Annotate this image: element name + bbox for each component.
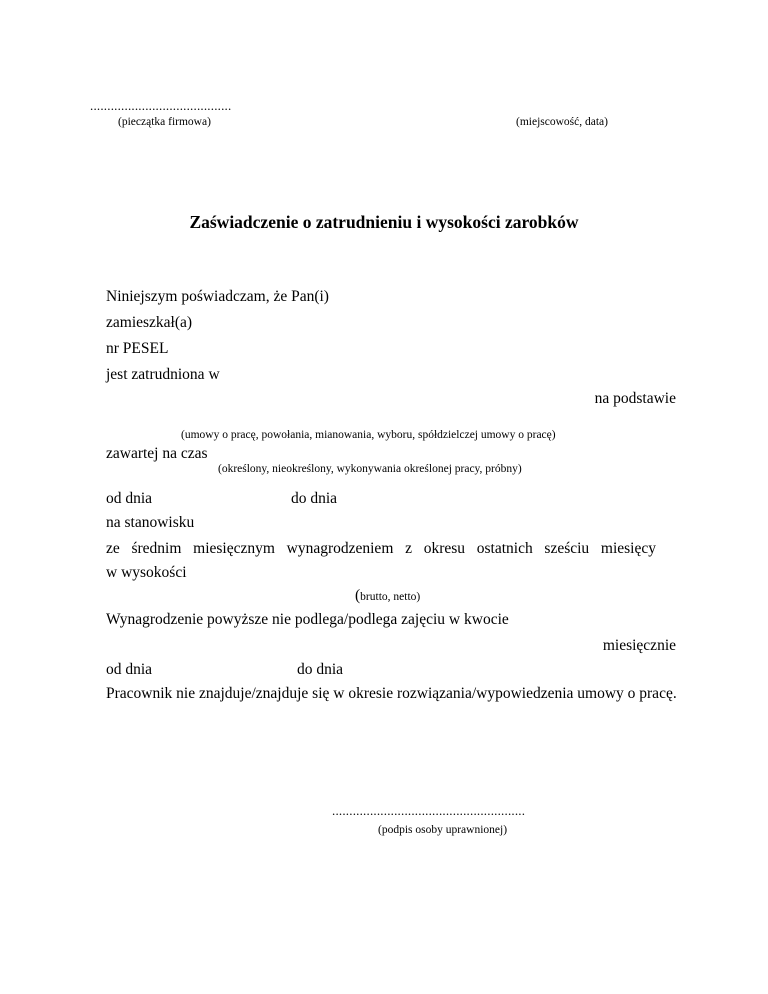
label-to-date-1: do dnia — [291, 490, 338, 507]
hint-period-types: (określony, nieokreślony, wykonywania określonej pracy, próbny) — [218, 463, 522, 475]
document-title: Zaświadczenie o zatrudnieniu i wysokości zarobków — [189, 212, 579, 232]
place-date-label: (miejscowość, data) — [516, 116, 608, 128]
line-residing: zamieszkał(a) — [106, 314, 193, 331]
label-from-date-2: od dnia — [106, 661, 153, 678]
signature-label: (podpis osoby uprawnionej) — [378, 824, 508, 836]
line-amount: w wysokości — [106, 564, 187, 581]
hint-gross-net-paren: ( — [355, 587, 361, 604]
hint-gross-net — [355, 587, 420, 605]
line-concluded-for: zawartej na czas — [106, 445, 208, 462]
line-on-basis: na podstawie — [594, 390, 676, 407]
line-hereby-certify: Niniejszym poświadczam, że Pan(i) — [106, 288, 329, 305]
line-seizure: Wynagrodzenie powyższe nie podlega/podlega zajęciu w kwocie — [106, 611, 509, 628]
company-stamp-dotted-line: ......................................... — [90, 98, 232, 113]
line-termination-status: Pracownik nie znajduje/znajduje się w okresie rozwiązania/wypowiedzenia umowy o pracę. — [106, 685, 677, 702]
line-average-salary: ze średnim miesięcznym wynagrodzeniem z okresu ostatnich sześciu miesięcy — [106, 540, 656, 557]
line-employed-at: jest zatrudniona w — [106, 366, 220, 383]
company-stamp-label: (pieczątka firmowa) — [118, 116, 211, 128]
signature-dotted-line: ........................................................ — [332, 803, 526, 818]
hint-gross-net-text: brutto, netto) — [360, 591, 421, 603]
hint-contract-types: (umowy o pracę, powołania, mianowania, wyboru, spółdzielczej umowy o pracę) — [181, 429, 556, 441]
line-position: na stanowisku — [106, 514, 195, 531]
label-to-date-2: do dnia — [297, 661, 344, 678]
label-from-date-1: od dnia — [106, 490, 153, 507]
line-monthly: miesięcznie — [602, 637, 676, 654]
line-pesel: nr PESEL — [106, 340, 169, 357]
